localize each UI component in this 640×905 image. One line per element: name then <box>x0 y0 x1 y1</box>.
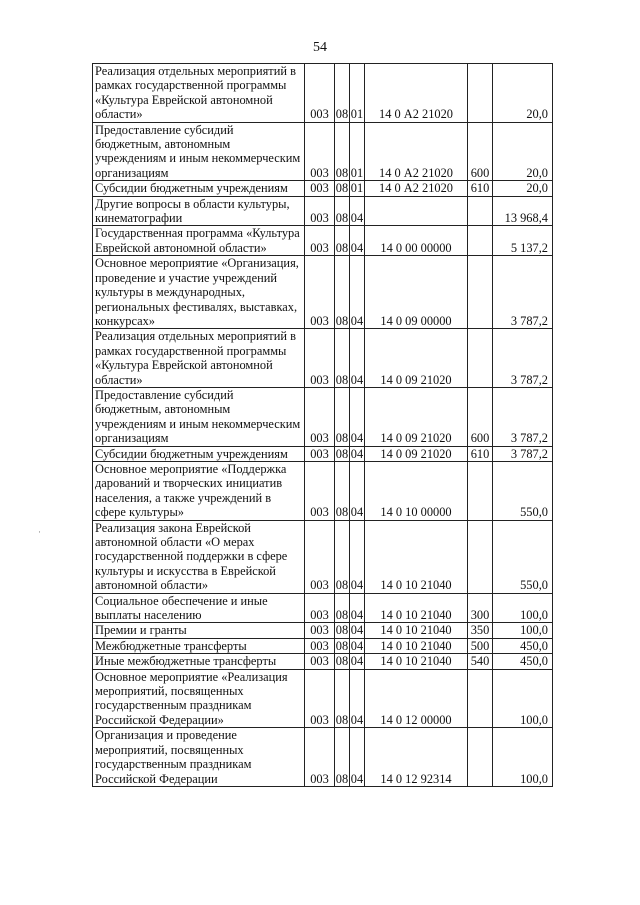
subsection-code-cell: 04 <box>350 669 365 728</box>
amount-cell: 13 968,4 <box>493 196 553 226</box>
expense-type-code-cell: 610 <box>468 181 493 196</box>
target-article-code-cell: 14 0 А2 21020 <box>365 122 468 181</box>
expense-type-code-cell: 600 <box>468 387 493 446</box>
row-name-cell: Предоставление субсидий бюджетным, автономным учреждениям и иным некоммерческим организациям <box>93 122 305 181</box>
amount-cell: 20,0 <box>493 64 553 123</box>
page-number: 54 <box>313 40 327 55</box>
expense-type-code-cell <box>468 728 493 787</box>
amount-cell: 20,0 <box>493 122 553 181</box>
subsection-code-cell: 04 <box>350 623 364 638</box>
expense-type-code-cell <box>468 329 493 388</box>
expense-type-code-cell: 500 <box>468 638 493 653</box>
section-code-cell: 08 <box>335 623 349 638</box>
section-code-cell: 08 <box>335 669 350 728</box>
amount-cell: 3 787,2 <box>493 256 553 329</box>
subsection-code-cell: 01 <box>350 64 365 123</box>
table-row <box>93 669 553 728</box>
table-row <box>93 329 553 388</box>
section-code-cell: 08 <box>335 520 350 593</box>
ministry-code-cell: 003 <box>305 623 335 638</box>
subsection-code-cell: 04 <box>350 638 364 653</box>
table-row <box>93 520 553 593</box>
amount-cell: 5 137,2 <box>493 226 553 256</box>
expense-type-code-cell: 350 <box>468 623 493 638</box>
section-code-cell: 08 <box>335 638 349 653</box>
row-name-cell: Премии и гранты <box>93 623 305 638</box>
target-article-code-cell: 14 0 10 00000 <box>365 461 468 520</box>
expense-type-code-cell <box>468 196 493 226</box>
row-name-cell: Другие вопросы в области культуры, кинематографии <box>93 196 305 226</box>
ministry-code-cell: 003 <box>305 122 335 181</box>
section-code-cell: 08 <box>335 122 350 181</box>
section-code-cell: 08 <box>335 446 349 461</box>
expense-type-code-cell <box>468 226 493 256</box>
row-name-cell: Межбюджетные трансферты <box>93 638 305 653</box>
budget-table <box>92 63 553 787</box>
ministry-code-cell: 003 <box>305 654 335 669</box>
row-name-cell: Иные межбюджетные трансферты <box>93 654 305 669</box>
subsection-code-cell: 04 <box>350 387 365 446</box>
subsection-code-cell: 01 <box>350 181 364 196</box>
expense-type-code-cell <box>468 669 493 728</box>
section-code-cell: 08 <box>335 593 350 623</box>
row-name-cell: Социальное обеспечение и иные выплаты населению <box>93 593 305 623</box>
amount-cell: 3 787,2 <box>493 446 553 461</box>
expense-type-code-cell <box>468 256 493 329</box>
subsection-code-cell: 04 <box>350 226 365 256</box>
target-article-code-cell <box>365 196 468 226</box>
section-code-cell: 08 <box>335 329 350 388</box>
row-name-cell: Основное мероприятие «Поддержка дарований и творческих инициатив населения, а также учреждений в сфере культуры» <box>93 461 305 520</box>
amount-cell: 100,0 <box>493 728 553 787</box>
target-article-code-cell: 14 0 09 21020 <box>365 329 468 388</box>
ministry-code-cell: 003 <box>305 181 335 196</box>
table-row <box>93 122 553 181</box>
target-article-code-cell: 14 0 12 92314 <box>365 728 468 787</box>
subsection-code-cell: 04 <box>350 446 364 461</box>
section-code-cell: 08 <box>335 654 349 669</box>
amount-cell: 100,0 <box>493 593 553 623</box>
section-code-cell: 08 <box>335 461 350 520</box>
table-row <box>93 461 553 520</box>
subsection-code-cell: 04 <box>350 728 365 787</box>
expense-type-code-cell <box>468 461 493 520</box>
subsection-code-cell: 04 <box>350 329 365 388</box>
table-row <box>93 654 553 669</box>
row-name-cell: Основное мероприятие «Реализация мероприятий, посвященных государственным праздникам Российской Федерации» <box>93 669 305 728</box>
subsection-code-cell: 04 <box>350 196 365 226</box>
table-row <box>93 623 553 638</box>
ministry-code-cell: 003 <box>305 226 335 256</box>
target-article-code-cell: 14 0 10 21040 <box>365 623 468 638</box>
subsection-code-cell: 04 <box>350 520 365 593</box>
expense-type-code-cell: 600 <box>468 122 493 181</box>
ministry-code-cell: 003 <box>305 256 335 329</box>
row-name-cell: Основное мероприятие «Организация, проведение и участие учреждений культуры в международных, региональных фестивалях, выставках, конкурсах» <box>93 256 305 329</box>
target-article-code-cell: 14 0 09 21020 <box>365 446 468 461</box>
expense-type-code-cell <box>468 520 493 593</box>
table-row <box>93 446 553 461</box>
amount-cell: 550,0 <box>493 461 553 520</box>
section-code-cell: 08 <box>335 196 350 226</box>
table-row <box>93 196 553 226</box>
amount-cell: 450,0 <box>493 654 553 669</box>
ministry-code-cell: 003 <box>305 387 335 446</box>
target-article-code-cell: 14 0 10 21040 <box>365 654 468 669</box>
amount-cell: 550,0 <box>493 520 553 593</box>
ministry-code-cell: 003 <box>305 64 335 123</box>
target-article-code-cell: 14 0 10 21040 <box>365 520 468 593</box>
expense-type-code-cell: 300 <box>468 593 493 623</box>
section-code-cell: 08 <box>335 256 350 329</box>
ministry-code-cell: 003 <box>305 593 335 623</box>
row-name-cell: Государственная программа «Культура Еврейской автономной области» <box>93 226 305 256</box>
subsection-code-cell: 04 <box>350 256 365 329</box>
expense-type-code-cell: 540 <box>468 654 493 669</box>
table-row <box>93 181 553 196</box>
table-row <box>93 256 553 329</box>
expense-type-code-cell <box>468 64 493 123</box>
target-article-code-cell: 14 0 09 21020 <box>365 387 468 446</box>
section-code-cell: 08 <box>335 181 349 196</box>
ministry-code-cell: 003 <box>305 461 335 520</box>
amount-cell: 3 787,2 <box>493 329 553 388</box>
row-name-cell: Субсидии бюджетным учреждениям <box>93 446 305 461</box>
subsection-code-cell: 04 <box>350 593 365 623</box>
table-row <box>93 593 553 623</box>
section-code-cell: 08 <box>335 387 350 446</box>
expense-type-code-cell: 610 <box>468 446 493 461</box>
row-name-cell: Субсидии бюджетным учреждениям <box>93 181 305 196</box>
scan-artifact-mark: · <box>38 527 41 537</box>
table-row <box>93 64 553 123</box>
table-row <box>93 728 553 787</box>
amount-cell: 3 787,2 <box>493 387 553 446</box>
row-name-cell: Реализация закона Еврейской автономной области «О мерах государственной поддержки в сфере культуры и искусства в Еврейской автономной области» <box>93 520 305 593</box>
amount-cell: 100,0 <box>493 669 553 728</box>
amount-cell: 20,0 <box>493 181 553 196</box>
ministry-code-cell: 003 <box>305 196 335 226</box>
target-article-code-cell: 14 0 А2 21020 <box>365 64 468 123</box>
subsection-code-cell: 04 <box>350 461 365 520</box>
target-article-code-cell: 14 0 00 00000 <box>365 226 468 256</box>
table-row <box>93 387 553 446</box>
section-code-cell: 08 <box>335 226 350 256</box>
ministry-code-cell: 003 <box>305 446 335 461</box>
subsection-code-cell: 04 <box>350 654 364 669</box>
row-name-cell: Реализация отдельных мероприятий в рамках государственной программы «Культура Еврейской автономной области» <box>93 64 305 123</box>
subsection-code-cell: 01 <box>350 122 365 181</box>
ministry-code-cell: 003 <box>305 329 335 388</box>
row-name-cell: Предоставление субсидий бюджетным, автономным учреждениям и иным некоммерческим организациям <box>93 387 305 446</box>
target-article-code-cell: 14 0 09 00000 <box>365 256 468 329</box>
table-row <box>93 226 553 256</box>
target-article-code-cell: 14 0 10 21040 <box>365 593 468 623</box>
table-row <box>93 638 553 653</box>
row-name-cell: Организация и проведение мероприятий, посвященных государственным праздникам Российской Федерации <box>93 728 305 787</box>
ministry-code-cell: 003 <box>305 728 335 787</box>
ministry-code-cell: 003 <box>305 638 335 653</box>
ministry-code-cell: 003 <box>305 520 335 593</box>
amount-cell: 100,0 <box>493 623 553 638</box>
row-name-cell: Реализация отдельных мероприятий в рамках государственной программы «Культура Еврейской автономной области» <box>93 329 305 388</box>
target-article-code-cell: 14 0 10 21040 <box>365 638 468 653</box>
ministry-code-cell: 003 <box>305 669 335 728</box>
section-code-cell: 08 <box>335 728 350 787</box>
section-code-cell: 08 <box>335 64 350 123</box>
target-article-code-cell: 14 0 12 00000 <box>365 669 468 728</box>
target-article-code-cell: 14 0 А2 21020 <box>365 181 468 196</box>
amount-cell: 450,0 <box>493 638 553 653</box>
